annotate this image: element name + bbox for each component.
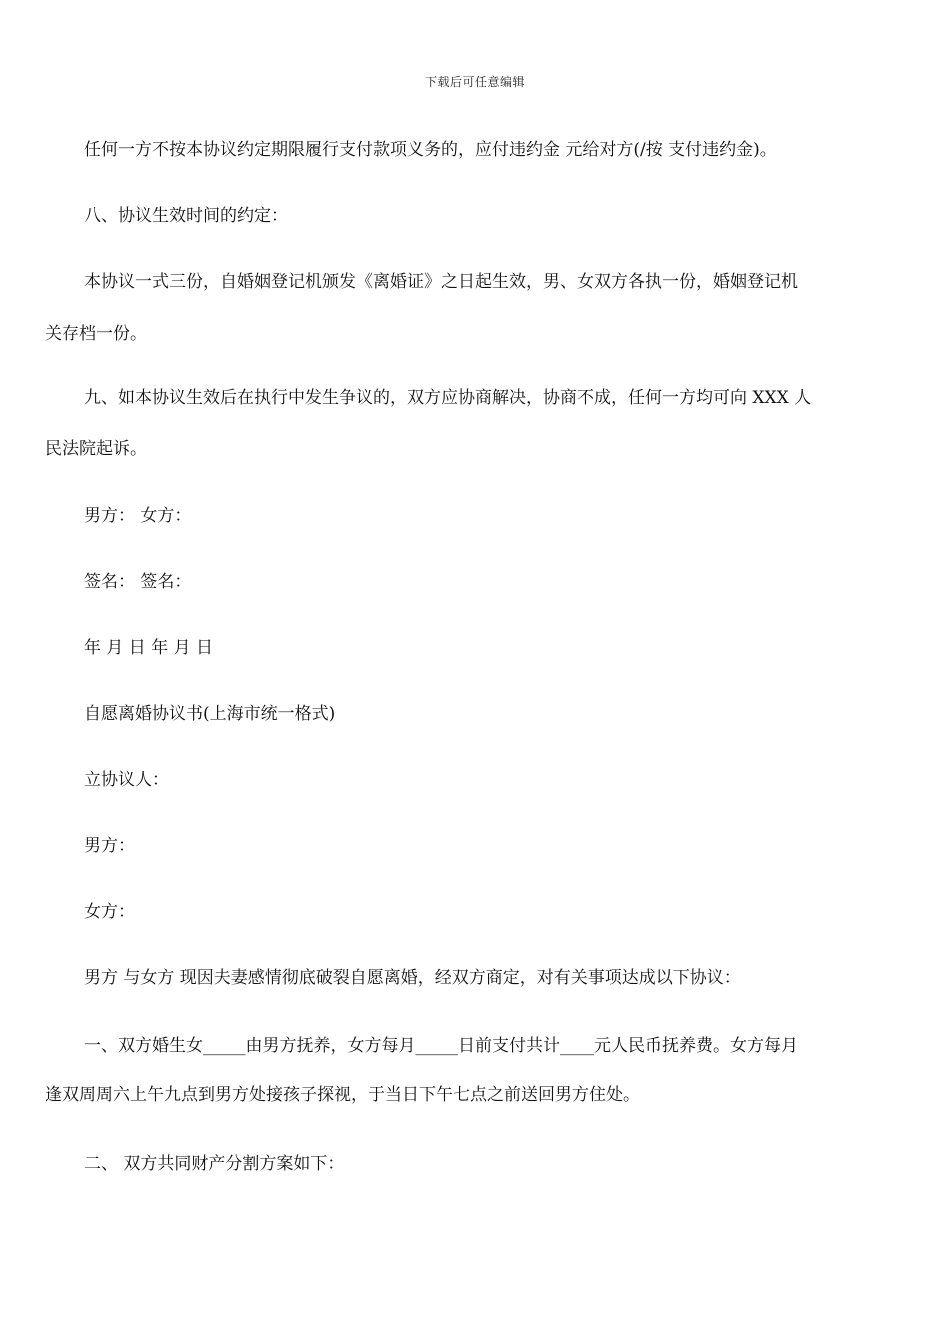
female-party-line: 女方： (84, 902, 135, 922)
paragraph-dispute-line1: 九、如本协议生效后在执行中发生争议的，双方应协商解决，协商不成，任何一方均可向 XXX 人 (84, 388, 812, 408)
clause-one-line1: 一、双方婚生女_____由男方抚养，女方每月_____日前支付共计____元人民币抚养费。女方每月 (84, 1036, 798, 1056)
document-title: 自愿离婚协议书(上海市统一格式) (84, 704, 336, 724)
clause-two-heading: 二、 双方共同财产分割方案如下： (84, 1154, 345, 1174)
clause-one-line2: 逢双周周六上午九点到男方处接孩子探视，于当日下午七点之前送回男方住处。 (45, 1085, 640, 1105)
page-header: 下载后可任意编辑 (424, 75, 525, 89)
paragraph-copies-line1: 本协议一式三份，自婚姻登记机颁发《离婚证》之日起生效，男、女双方各执一份，婚姻登记机 (84, 272, 798, 292)
section-heading-effective-time: 八、协议生效时间的约定： (84, 206, 288, 226)
date-line: 年 月 日 年 月 日 (84, 638, 214, 658)
paragraph-penalty: 任何一方不按本协议约定期限履行支付款项义务的，应付违约金 元给对方(/按 支付违约金)。 (84, 140, 777, 160)
paragraph-dispute-line2: 民法院起诉。 (45, 439, 147, 459)
parties-label-line: 男方： 女方： (84, 506, 192, 526)
paragraph-copies-line2: 关存档一份。 (45, 324, 147, 344)
agreement-intro: 男方 与女方 现因夫妻感情彻底破裂自愿离婚，经双方商定，对有关事项达成以下协议： (84, 968, 741, 988)
parties-heading: 立协议人： (84, 770, 169, 790)
signature-label-line: 签名： 签名： (84, 572, 192, 592)
male-party-line: 男方： (84, 836, 135, 856)
